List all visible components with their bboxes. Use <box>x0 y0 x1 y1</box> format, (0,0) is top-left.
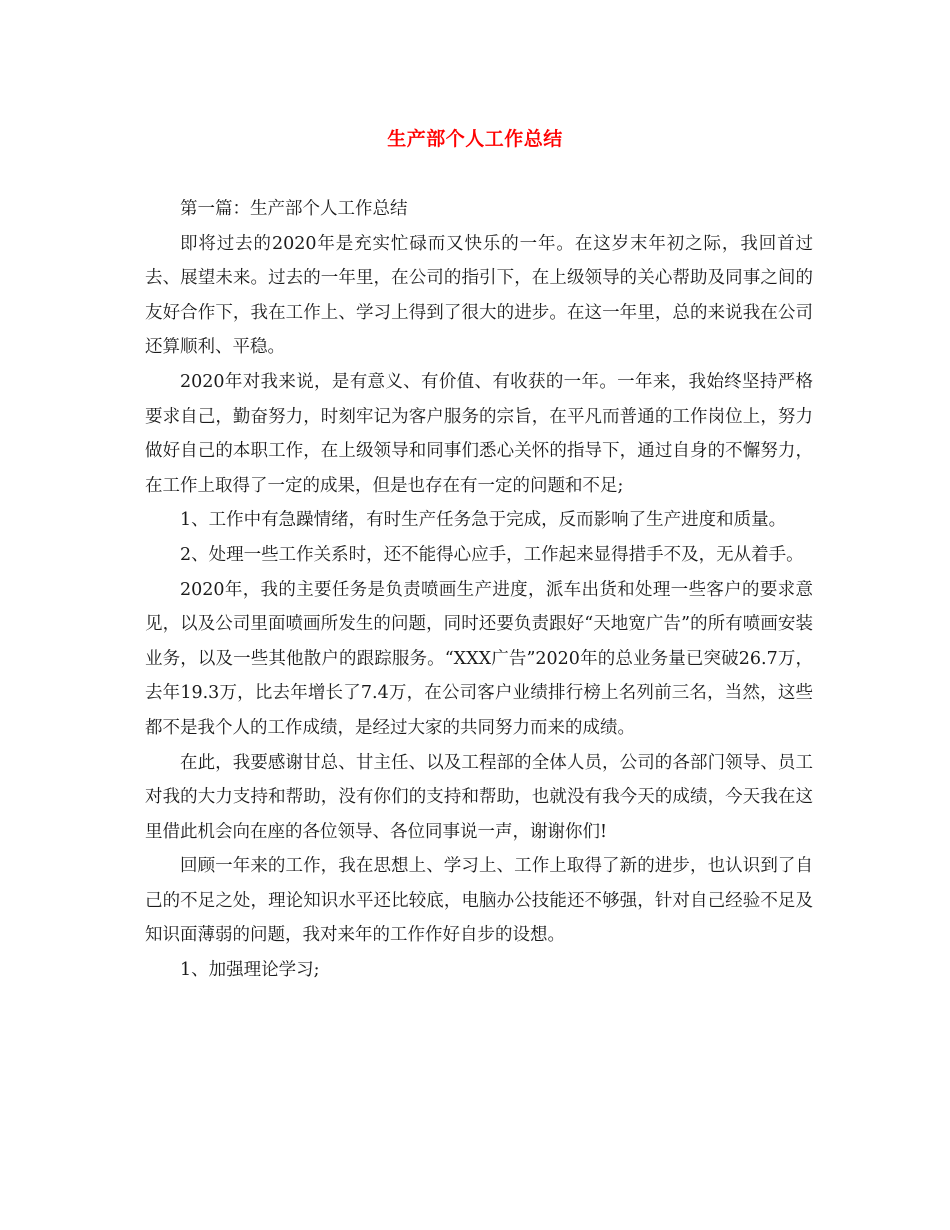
list-item: 1、加强理论学习; <box>180 960 320 981</box>
paragraph: 即将过去的2020年是充实忙碌而又快乐的一年。在这岁末年初之际，我回首过去、展望未来。过去的一年里，在公司的指引下，在上级领导的关心帮助及同事之间的友好合作下，我在工作上、学习上得到了很大的进步。在这一年里，总的来说我在公司还算顺利、平稳。 <box>145 233 813 358</box>
paragraph: 2020年对我来说，是有意义、有价值、有收获的一年。一年来，我始终坚持严格要求自己，勤奋努力，时刻牢记为客户服务的宗旨，在平凡而普通的工作岗位上，努力做好自己的本职工作，在上级领导和同事们悉心关怀的指导下，通过自身的不懈努力，在工作上取得了一定的成果，但是也存在有一定的问题和不足; <box>145 371 813 496</box>
list-item: 2、处理一些工作关系时，还不能得心应手，工作起来显得措手不及，无从着手。 <box>180 544 804 565</box>
section-heading: 第一篇：生产部个人工作总结 <box>180 199 408 219</box>
paragraph: 回顾一年来的工作，我在思想上、学习上、工作上取得了新的进步，也认识到了自己的不足之处，理论知识水平还比较底，电脑办公技能还不够强，针对自己经验不足及知识面薄弱的问题，我对来年的工作作好自步的设想。 <box>145 856 813 946</box>
document-title: 生产部个人工作总结 <box>387 128 563 150</box>
paragraph: 在此，我要感谢甘总、甘主任、以及工程部的全体人员，公司的各部门领导、员工对我的大力支持和帮助，没有你们的支持和帮助，也就没有我今天的成绩，今天我在这里借此机会向在座的各位领导、各位同事说一声，谢谢你们! <box>145 752 813 842</box>
document-body <box>145 192 813 988</box>
list-item: 1、工作中有急躁情绪，有时生产任务急于完成，反而影响了生产进度和质量。 <box>180 510 787 531</box>
paragraph: 2020年，我的主要任务是负责喷画生产进度，派车出货和处理一些客户的要求意见，以及公司里面喷画所发生的问题，同时还要负责跟好“天地宽广告”的所有喷画安装业务，以及一些其他散户的跟踪服务。“XXX广告”2020年的总业务量已突破26.7万，去年19.3万，比去年增长了7.4万，在公司客户业绩排行榜上名列前三名，当然，这些都不是我个人的工作成绩，是经过大家的共同努力而来的成绩。 <box>145 579 813 738</box>
